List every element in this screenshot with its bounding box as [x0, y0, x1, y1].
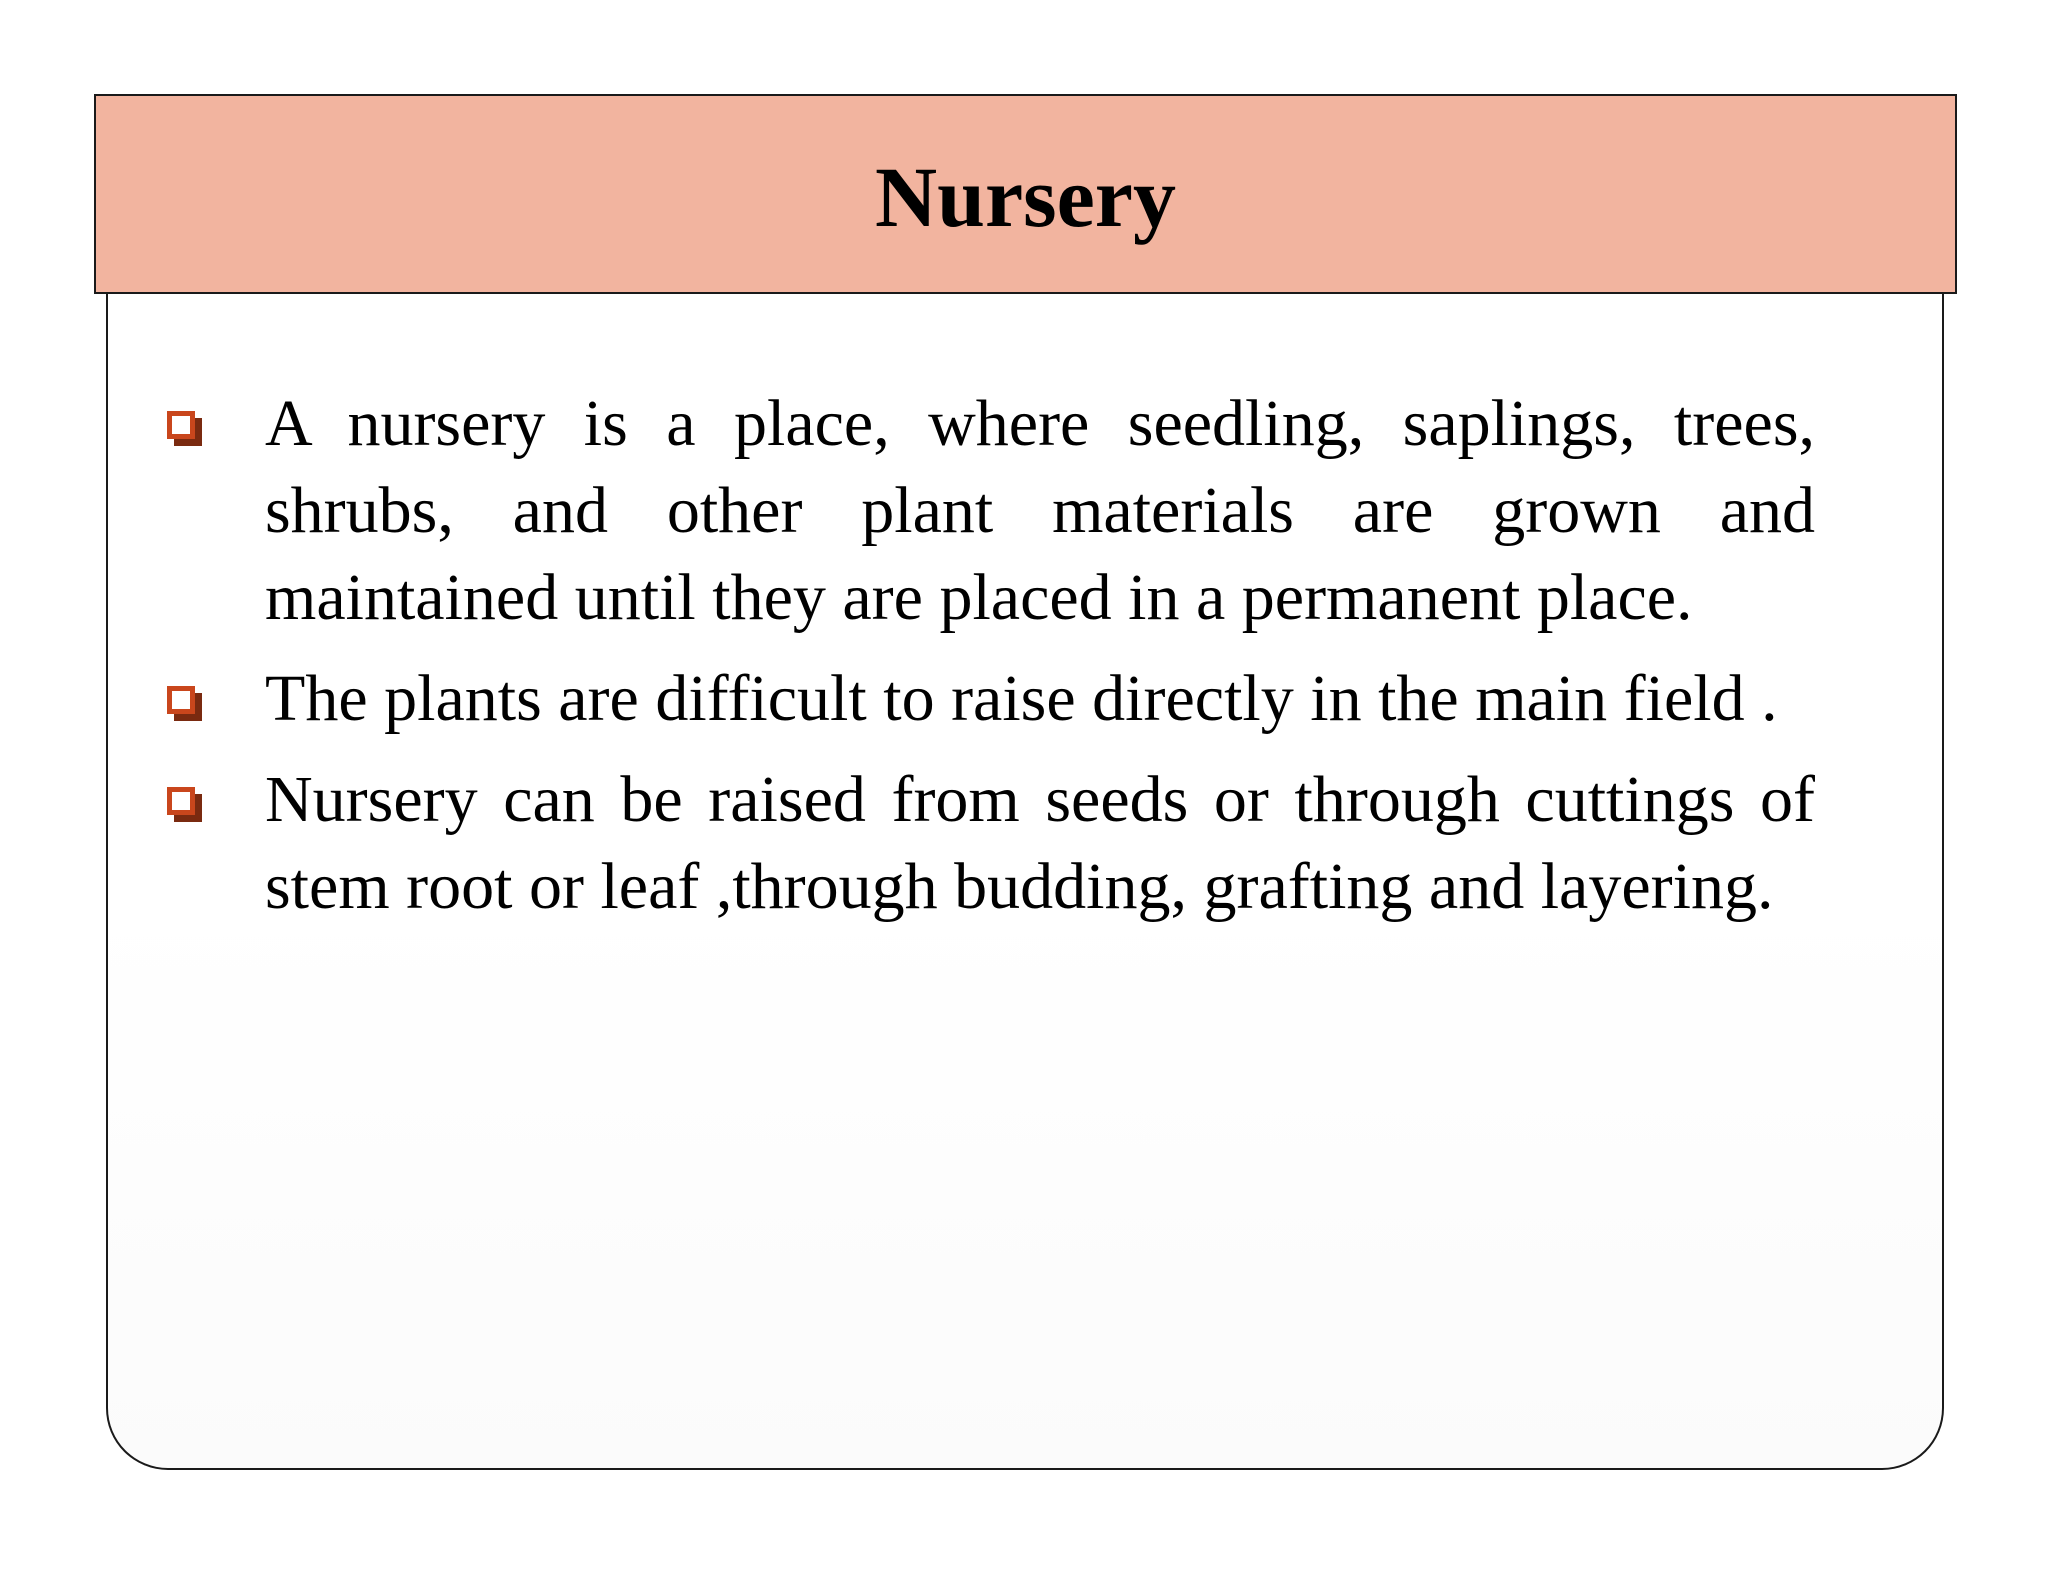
bullet-text: The plants are difficult to raise directly in the main field .	[265, 662, 1778, 735]
bullet-list	[160, 380, 1815, 944]
bullet-text: Nursery can be raised from seeds or through cuttings of stem root or leaf ,through budding, grafting and layering.	[265, 763, 1815, 923]
bullet-text: A nursery is a place, where seedling, saplings, trees, shrubs, and other plant materials are grown and maintained until they are placed in a permanent place.	[265, 387, 1815, 634]
title-banner	[94, 94, 1957, 294]
checkbox-square-icon	[166, 786, 202, 822]
bullet-item	[160, 380, 1815, 641]
bullet-item	[160, 655, 1815, 742]
checkbox-square-icon	[166, 410, 202, 446]
checkbox-square-icon	[166, 685, 202, 721]
bullet-item	[160, 756, 1815, 930]
slide-title: Nursery	[875, 149, 1176, 245]
